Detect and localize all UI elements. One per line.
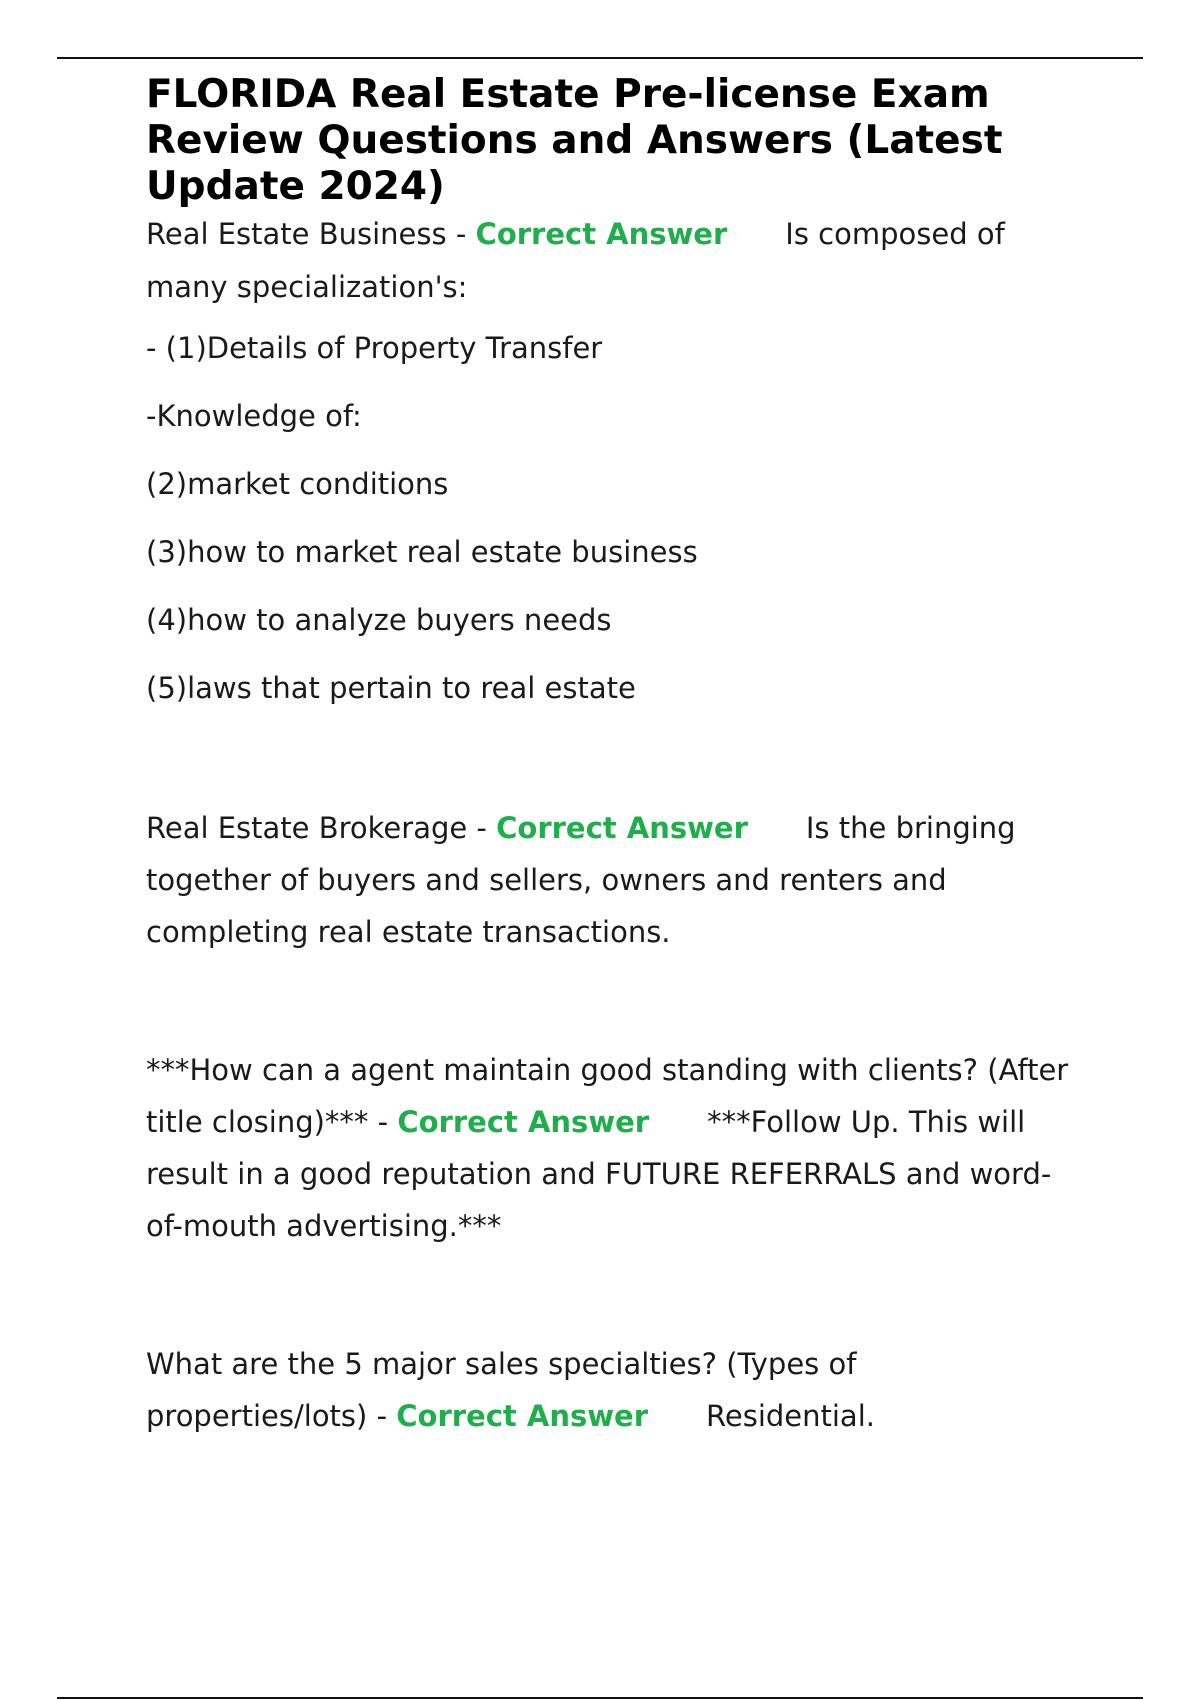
sub-item-2: -Knowledge of: <box>146 399 362 433</box>
sub-item-4: (3)how to market real estate business <box>146 535 698 569</box>
document-page <box>146 72 1086 1442</box>
top-rule <box>57 57 1143 59</box>
answer-text: Residential. <box>706 1399 875 1433</box>
sub-item-1: - (1)Details of Property Transfer <box>146 331 603 365</box>
qa-paragraph <box>146 802 1086 958</box>
qa-entry-good-standing <box>146 1044 1086 1252</box>
qa-paragraph <box>146 1044 1086 1252</box>
qa-paragraph <box>146 208 1086 314</box>
document-title: FLORIDA Real Estate Pre-license Exam Review Questions and Answers (Latest Update 2024) <box>146 72 1003 209</box>
correct-answer-label: Correct Answer <box>475 217 728 251</box>
sub-item-3: (2)market conditions <box>146 467 449 501</box>
question-text: What are the 5 major sales specialties? (Types of properties/lots) - <box>146 1347 857 1433</box>
qa-paragraph <box>146 1338 1086 1442</box>
sub-item-5: (4)how to analyze buyers needs <box>146 603 612 637</box>
correct-answer-label: Correct Answer <box>496 811 748 845</box>
qa-entry-real-estate-brokerage <box>146 802 1086 958</box>
answer-text: ***Follow Up. This will result in a good reputation and FUTURE REFERRALS and word-of-mouth advertising.*** <box>146 1105 1052 1243</box>
correct-answer-label: Correct Answer <box>396 1399 649 1433</box>
bottom-rule <box>57 1697 1143 1699</box>
correct-answer-label: Correct Answer <box>397 1105 650 1139</box>
qa-entry-sales-specialties <box>146 1338 1086 1442</box>
sub-item-6: (5)laws that pertain to real estate <box>146 671 636 705</box>
question-text: ***How can a agent maintain good standing with clients? (After title closing)*** - <box>146 1053 1069 1139</box>
question-text: Real Estate Brokerage - <box>146 811 497 845</box>
answer-text: Is composed of many specialization's: <box>146 217 1005 304</box>
qa-entry-real-estate-business <box>146 208 1086 708</box>
answer-text: Is the bringing together of buyers and sellers, owners and renters and completing real estate transactions. <box>146 811 1016 949</box>
question-text: Real Estate Business - <box>146 217 476 251</box>
